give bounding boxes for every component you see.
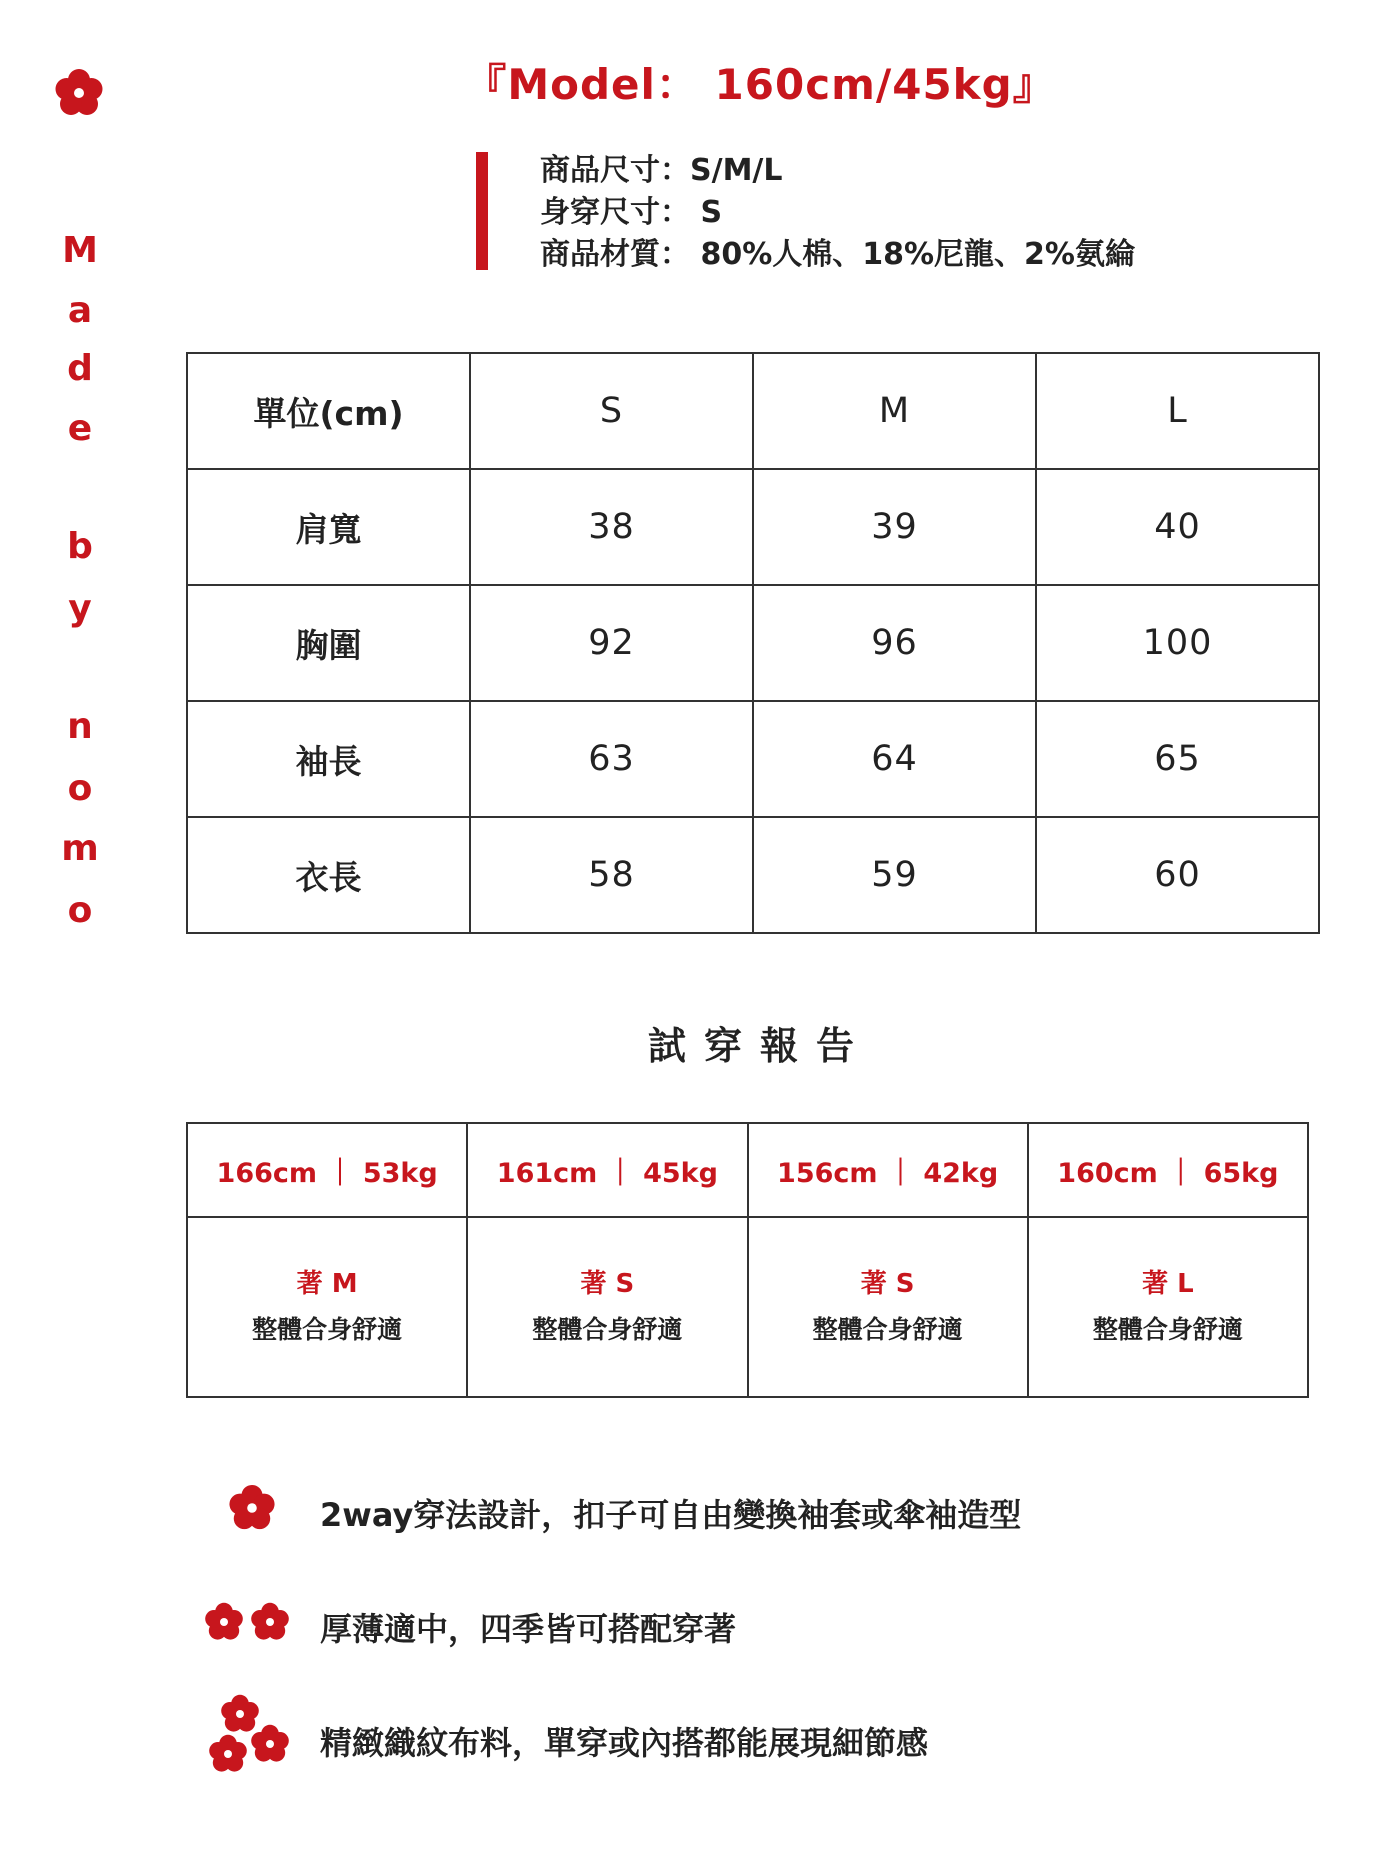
three-flowers-icon <box>200 1694 300 1784</box>
brand-letter: n <box>67 706 93 747</box>
row-label: 衣長 <box>187 817 470 933</box>
table-cell: 96 <box>753 585 1036 701</box>
table-header-row <box>187 353 1319 469</box>
brand-letter: e <box>67 408 93 449</box>
brand-letter: m <box>61 828 99 869</box>
brand-letter: d <box>67 348 93 389</box>
product-sizes: 商品尺寸：S/M/L <box>540 153 783 188</box>
worn-size-label: 著 L <box>1142 1269 1194 1299</box>
brand-letter: b <box>67 526 93 567</box>
table-cell: 59 <box>753 817 1036 933</box>
tester-body-row <box>187 1123 1308 1217</box>
table-cell: 60 <box>1036 817 1319 933</box>
worn-size: 身穿尺寸： S <box>540 195 723 230</box>
fit-comment: 整體合身舒適 <box>812 1315 963 1344</box>
feature-item <box>200 1596 1200 1686</box>
table-cell: 64 <box>753 701 1036 817</box>
product-material: 商品材質： 80%人棉、18%尼龍、2%氨綸 <box>540 237 1135 272</box>
fit-comment: 整體合身舒適 <box>252 1315 403 1344</box>
table-cell: 38 <box>470 469 753 585</box>
table-row <box>187 701 1319 817</box>
tester-result <box>187 1217 467 1397</box>
table-row <box>187 469 1319 585</box>
brand-letter: a <box>67 290 93 331</box>
tester-body: 156cm ｜ 42kg <box>748 1123 1028 1217</box>
flower-icon <box>200 1484 300 1574</box>
column-header: L <box>1036 353 1319 469</box>
column-header: M <box>753 353 1036 469</box>
row-label: 胸圍 <box>187 585 470 701</box>
two-flowers-icon <box>200 1596 300 1686</box>
tester-result <box>467 1217 747 1397</box>
table-cell: 92 <box>470 585 753 701</box>
feature-item <box>200 1694 1200 1784</box>
fitting-report-title: 試穿報告 <box>647 1024 872 1068</box>
table-row <box>187 817 1319 933</box>
brand-letter: o <box>67 768 93 809</box>
table-cell: 39 <box>753 469 1036 585</box>
table-row <box>187 585 1319 701</box>
size-chart-table <box>186 352 1320 934</box>
table-cell: 65 <box>1036 701 1319 817</box>
feature-text: 2way穿法設計，扣子可自由變換袖套或傘袖造型 <box>320 1496 1022 1534</box>
tester-body: 166cm ｜ 53kg <box>187 1123 467 1217</box>
worn-size-label: 著 S <box>860 1269 915 1299</box>
fitting-report-table <box>186 1122 1309 1398</box>
brand-letter: o <box>67 890 93 931</box>
worn-size-label: 著 S <box>580 1269 635 1299</box>
fit-comment: 整體合身舒適 <box>532 1315 683 1344</box>
column-header: S <box>470 353 753 469</box>
row-label: 袖長 <box>187 701 470 817</box>
worn-size-label: 著 M <box>296 1269 358 1299</box>
tester-fit-row <box>187 1217 1308 1397</box>
tester-body: 161cm ｜ 45kg <box>467 1123 747 1217</box>
product-info <box>540 150 1135 276</box>
brand-letter: M <box>62 230 98 271</box>
tester-result <box>1028 1217 1308 1397</box>
tester-body: 160cm ｜ 65kg <box>1028 1123 1308 1217</box>
info-accent-bar <box>476 152 488 270</box>
table-cell: 63 <box>470 701 753 817</box>
table-cell: 100 <box>1036 585 1319 701</box>
row-label: 肩寬 <box>187 469 470 585</box>
feature-item <box>200 1484 1200 1574</box>
table-cell: 40 <box>1036 469 1319 585</box>
feature-text: 精緻織紋布料，單穿或內搭都能展現細節感 <box>320 1724 929 1762</box>
column-header: 單位(cm) <box>187 353 470 469</box>
brand-letter: y <box>68 588 92 629</box>
fit-comment: 整體合身舒適 <box>1092 1315 1243 1344</box>
table-cell: 58 <box>470 817 753 933</box>
tester-result <box>748 1217 1028 1397</box>
model-title: 『Model： 160cm/45kg』 <box>464 60 1056 109</box>
feature-text: 厚薄適中，四季皆可搭配穿著 <box>320 1610 737 1648</box>
